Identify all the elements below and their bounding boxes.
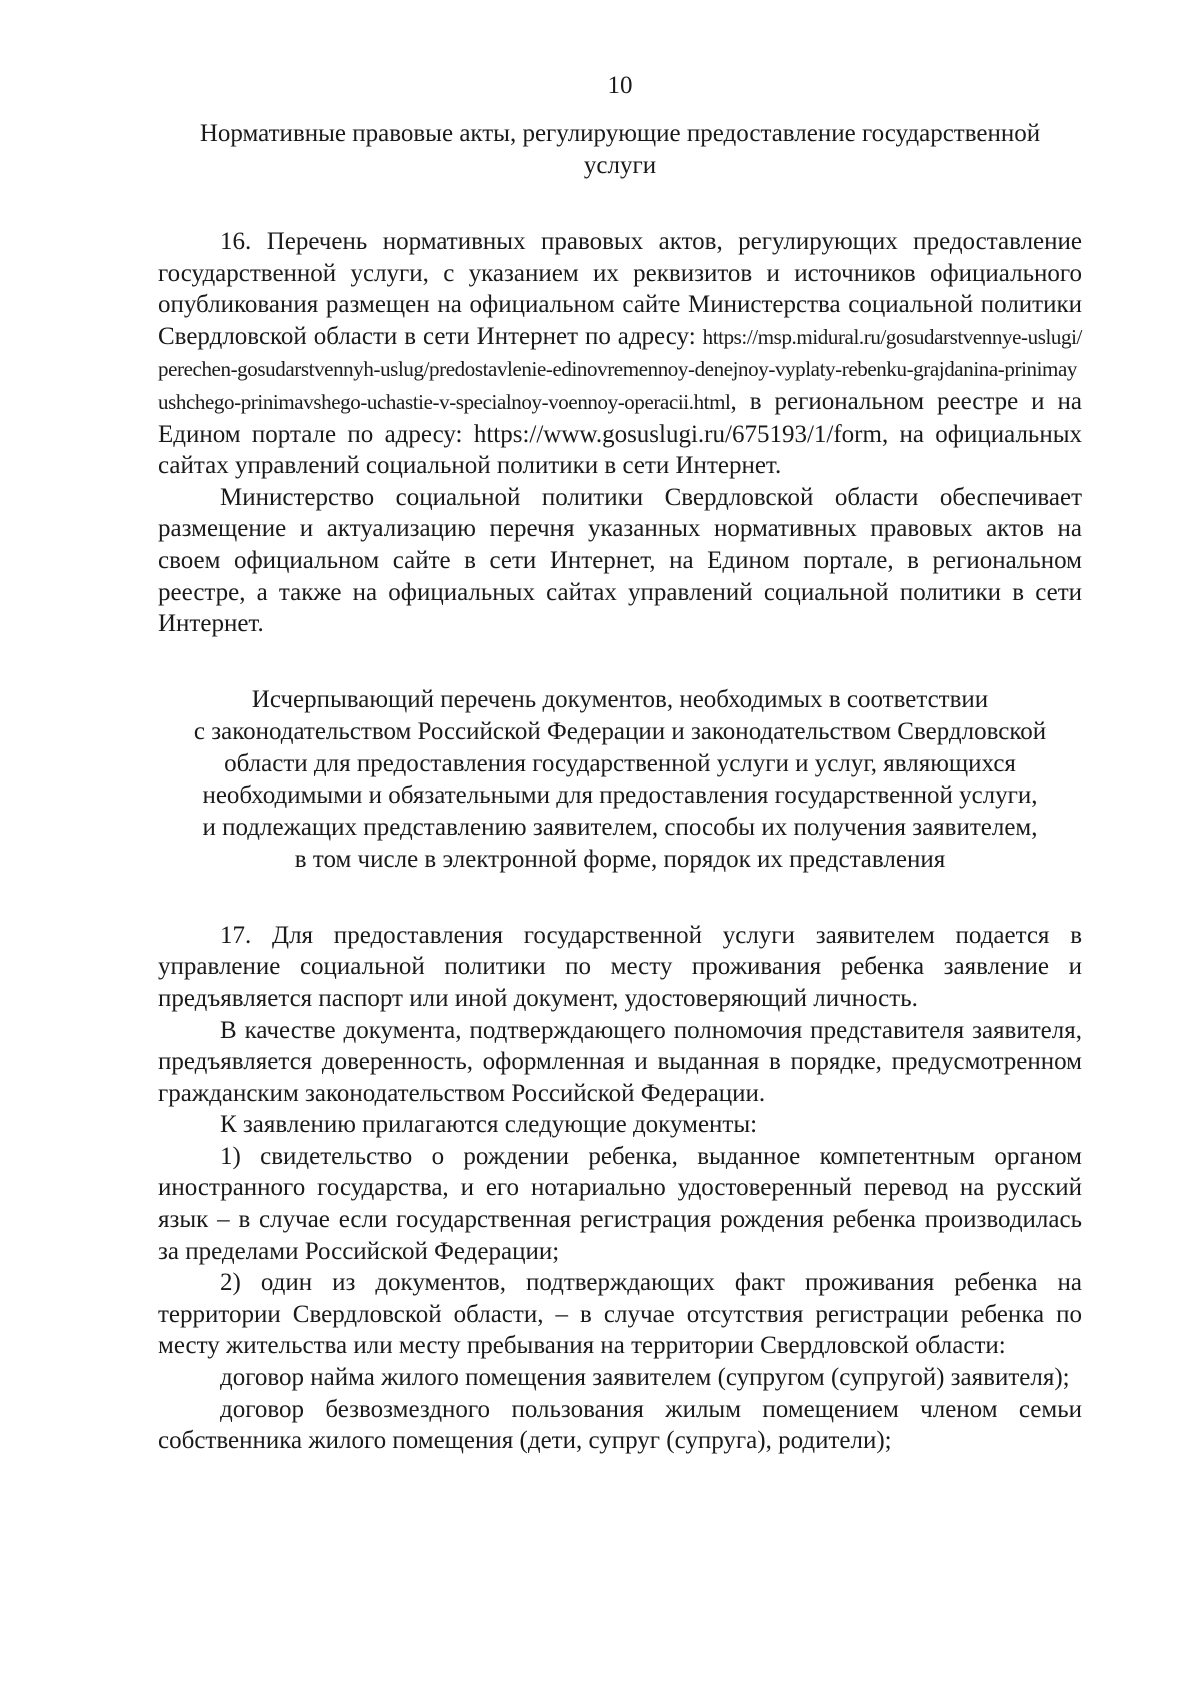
- paragraph-16-mid: , в региональном реестре и на Едином портале по адресу:: [158, 387, 1082, 448]
- heading-line: и подлежащих представлению заявителем, способы их получения заявителем,: [202, 813, 1038, 841]
- paragraph-17: 17. Для предоставления государственной услуги заявителем подается в управление социальной политики по месту проживания ребенка заявление и предъявляется паспорт или иной документ, удостоверяющий личность.: [158, 921, 1082, 1012]
- heading-line: области для предоставления государственной услуги и услуг, являющихся: [224, 749, 1016, 777]
- ministry-url-link[interactable]: https://msp.midural.ru/gosudarstvennye-uslugi/perechen-gosudarstvennyh-uslug/predostavlenie-edinovremennoy-denejnoy-vyplaty-rebenku-grajdanina-prinimayushchego-prinimavshego-uchastie-v-specialnoy-voennoy-operacii.html: [158, 324, 1082, 414]
- gosuslugi-url-link[interactable]: https://www.gosuslugi.ru/675193/1/form: [473, 420, 882, 448]
- paragraph-17-block: [158, 920, 1082, 1457]
- list-item-1: 1) свидетельство о рождении ребенка, выданное компетентным органом иностранного государства, и его нотариально удостоверенный перевод на русский язык – в случае если государственная регистрация рождения ребенка производилась за пределами Российской Федерации;: [158, 1142, 1082, 1265]
- list-item-2-a: договор найма жилого помещения заявителем (супругом (супругой) заявителя);: [220, 1364, 1070, 1392]
- paragraph-ministry-obligation: Министерство социальной политики Свердловской области обеспечивает размещение и актуализацию перечня указанных нормативных правовых актов на своем официальном сайте в сети Интернет, на Едином портале, в региональном реестре, а также на официальных сайтах управлений социальной политики в сети Интернет.: [158, 483, 1082, 638]
- paragraph-16-tail: , на официальных сайтах управлений социальной политики в сети Интернет.: [158, 420, 1082, 480]
- heading-line: Исчерпывающий перечень документов, необходимых в соответствии: [251, 685, 989, 713]
- section-heading-normative-acts: Нормативные правовые акты, регулирующие предоставление государственной услуги: [199, 120, 1041, 179]
- heading-line: необходимыми и обязательными для предоставления государственной услуги,: [202, 781, 1038, 809]
- paragraph-16-lead: 16. Перечень нормативных правовых актов, регулирующих предоставление государственной услуги, с указанием их реквизитов и источников официального опубликования размещен на официальном сайте Министерства социальной политики Свердловской области в сети Интернет по адресу:: [158, 228, 1082, 350]
- page-number: 10: [607, 72, 633, 99]
- heading-line: с законодательством Российской Федерации и законодательством Свердловской: [193, 717, 1047, 745]
- paragraph-16: [158, 226, 1082, 482]
- paragraph-attached-documents: К заявлению прилагаются следующие документы:: [220, 1111, 758, 1139]
- list-item-2-b: договор безвозмездного пользования жилым помещением членом семьи собственника жилого помещения (дети, супруг (супруга), родители);: [158, 1395, 1082, 1455]
- list-item-2: 2) один из документов, подтверждающих факт проживания ребенка на территории Свердловской области, – в случае отсутствия регистрации ребенка по месту жительства или месту пребывания на территории Свердловской области:: [158, 1269, 1082, 1360]
- paragraph-16-text: [158, 226, 1082, 482]
- section-heading-documents: [158, 684, 1082, 876]
- paragraph-representative: В качестве документа, подтверждающего полномочия представителя заявителя, предъявляется доверенность, оформленная и выданная в порядке, предусмотренном гражданским законодательством Российской Федерации.: [158, 1016, 1082, 1107]
- heading-line: в том числе в электронной форме, порядок их представления: [294, 845, 946, 873]
